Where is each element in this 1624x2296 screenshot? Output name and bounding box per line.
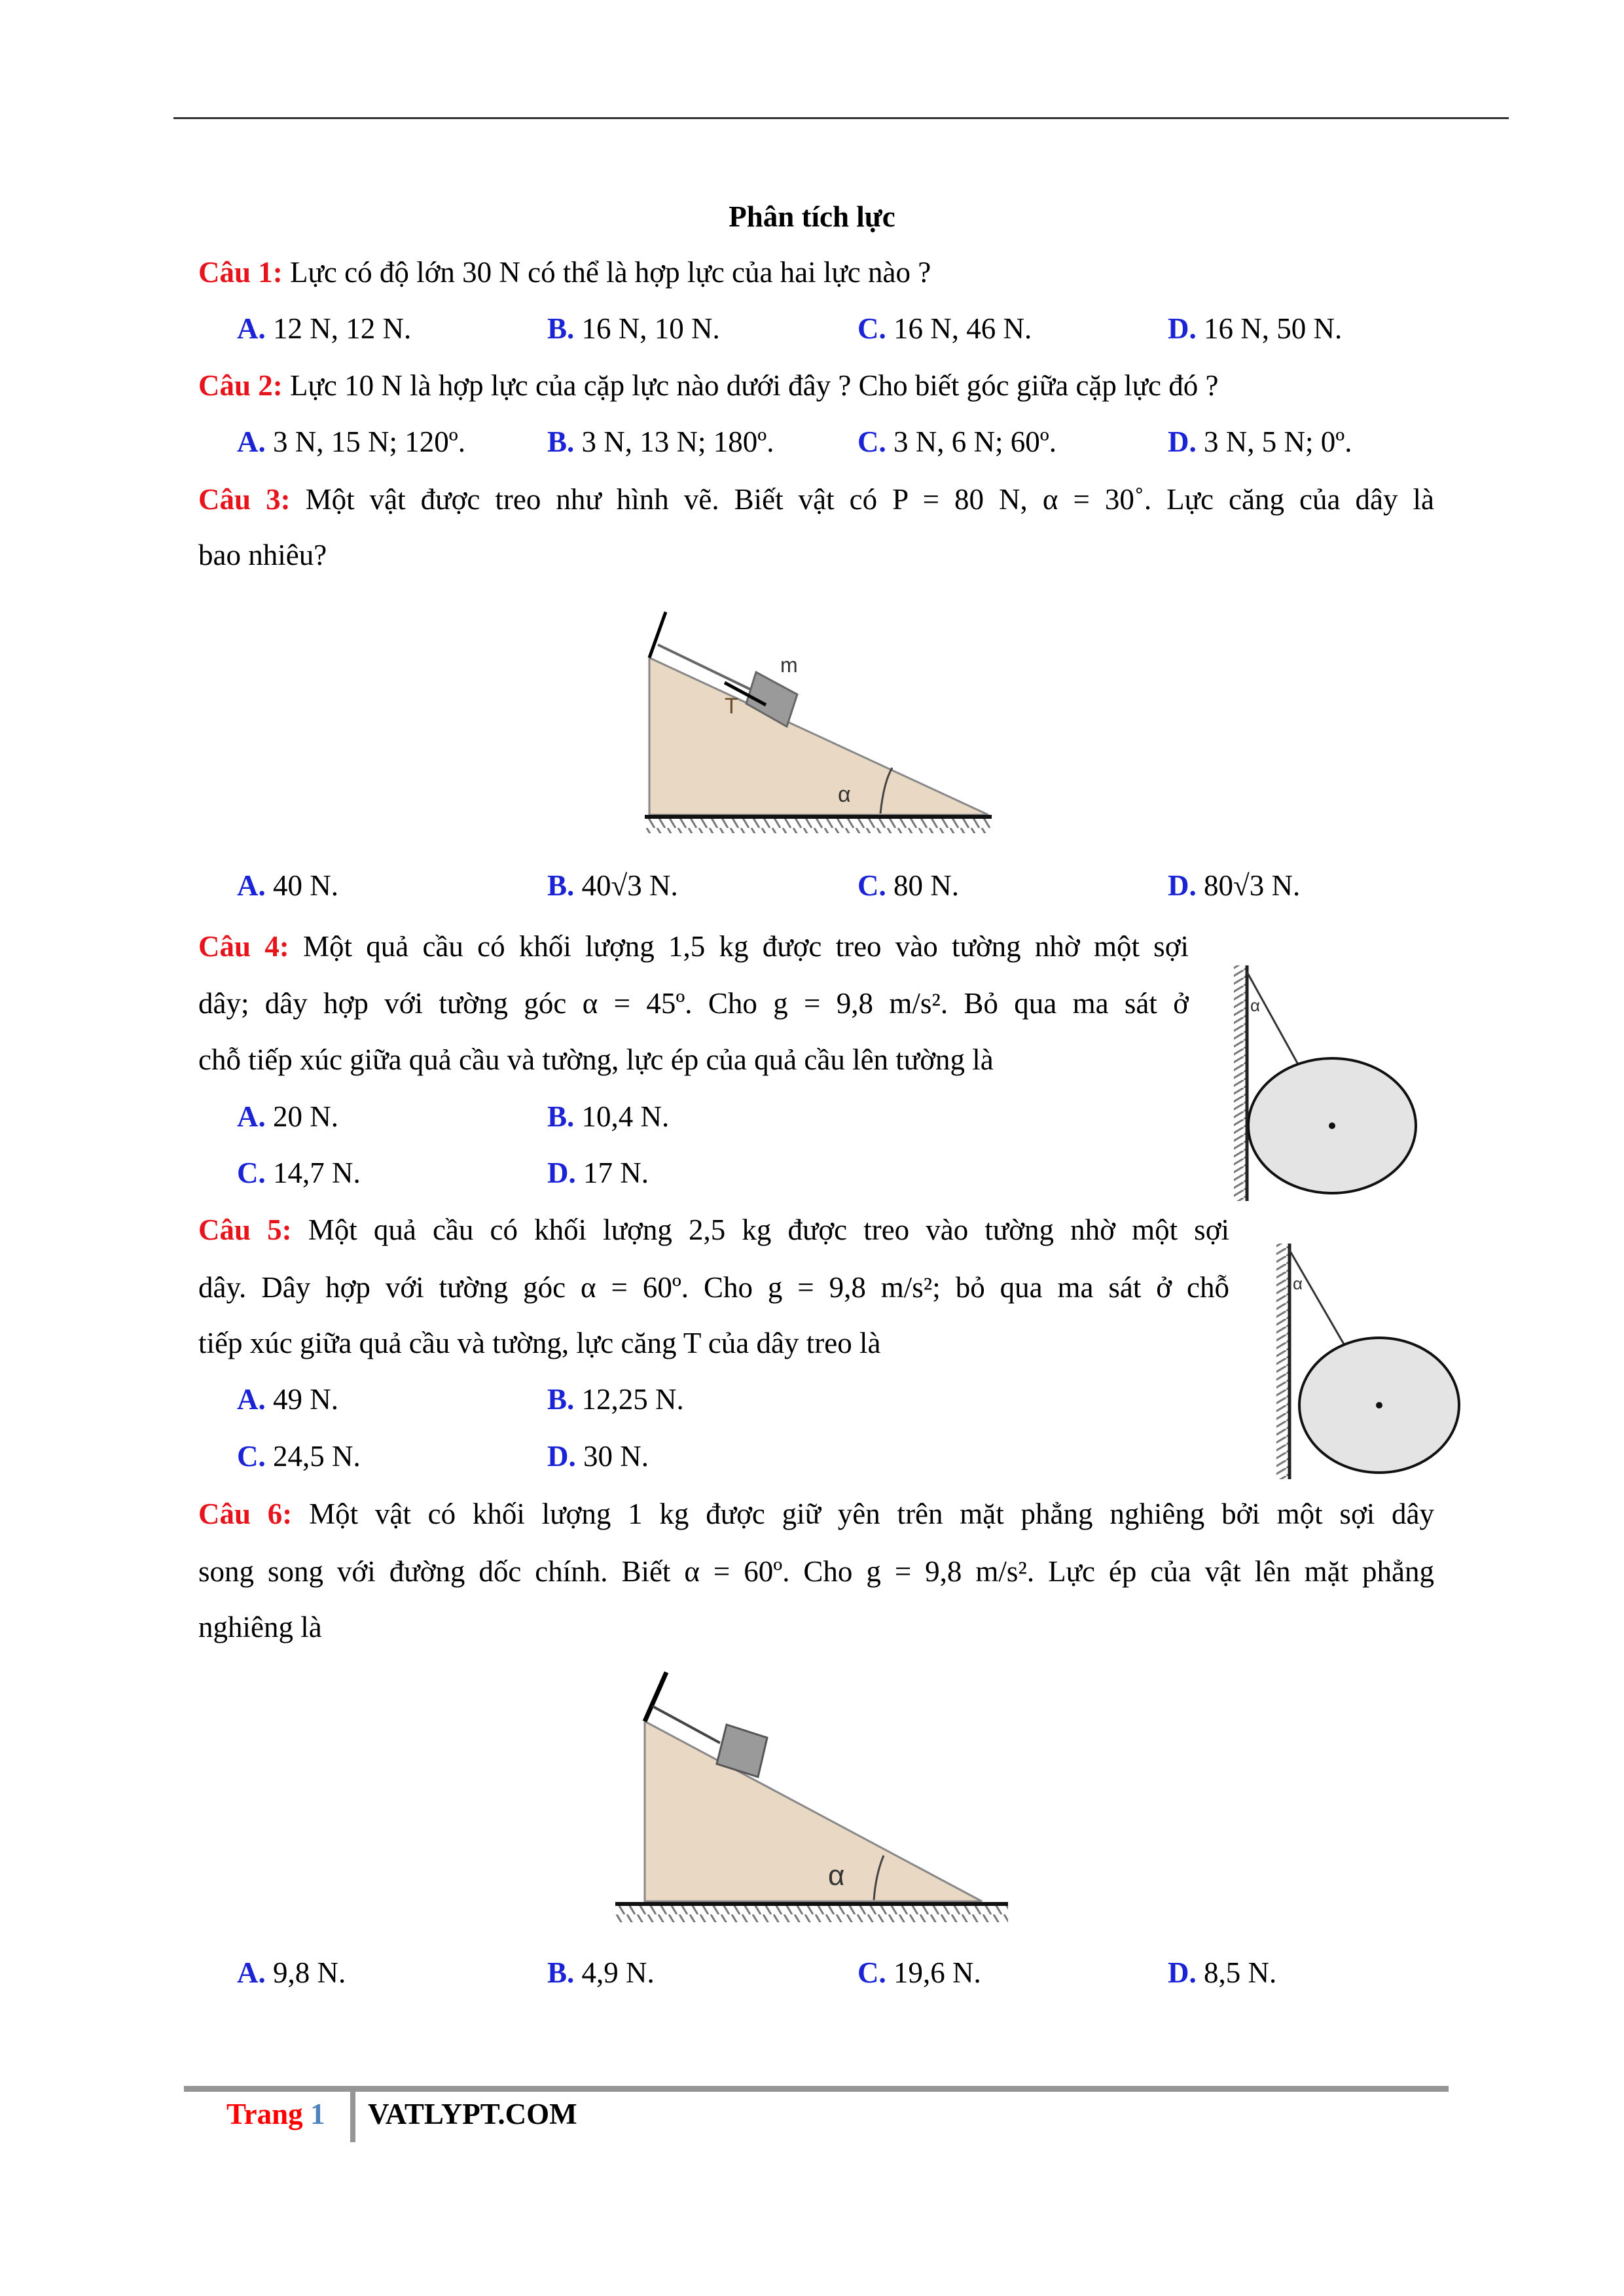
question-text: Một quả cầu có khối lượng 2,5 kg được treo vào tường nhờ một sợi [291,1213,1229,1246]
question-label: Câu 6: [198,1498,293,1530]
incline-figure-q3 [635,592,1001,841]
header-rule [173,117,1509,119]
option-c: C. 19,6 N. [857,1956,981,1989]
option-c: C. 80 N. [857,869,959,902]
question-6-cont: song song với đường dốc chính. Biết α = 60º. Cho g = 9,8 m/s². Lực ép của vật lên mặt phẳng [198,1555,1434,1588]
option-a: A. 9,8 N. [237,1956,346,1989]
question-label: Câu 5: [198,1213,292,1246]
wall-hatch [1276,1244,1288,1479]
wall-hatch [1234,965,1246,1201]
question-5-cont: tiếp xúc giữa quả cầu và tường, lực căng T của dây treo là [198,1327,881,1359]
option-b: B. 10,4 N. [547,1100,670,1133]
option-b: B. 4,9 N. [547,1956,655,1989]
question-text: Một quả cầu có khối lượng 1,5 kg được treo vào tường nhờ một sợi [289,930,1189,963]
option-a: A. 20 N. [237,1100,338,1133]
wall-post [645,1672,666,1721]
question-5 [198,1210,1229,1249]
option-a: A. 12 N, 12 N. [237,312,412,345]
option-c: C. 14,7 N. [237,1157,361,1189]
option-c: C. 24,5 N. [237,1440,361,1473]
incline [649,658,988,815]
option-b: B. 40√3 N. [547,869,678,902]
option-d: D. 80√3 N. [1168,869,1301,902]
option-d: D. 30 N. [547,1440,649,1473]
question-label: Câu 1: [198,256,283,289]
footer-rule [184,2086,1449,2092]
question-text: Lực có độ lớn 30 N có thể là hợp lực của hai lực nào ? [282,256,931,289]
question-3 [198,480,1434,519]
question-3-cont: bao nhiêu? [198,539,327,571]
option-b: B. 16 N, 10 N. [547,312,720,345]
option-c: C. 3 N, 6 N; 60º. [857,425,1056,458]
question-text: Một vật có khối lượng 1 kg được giữ yên trên mặt phẳng nghiêng bởi một sợi dây [292,1498,1434,1530]
site-name: VATLYPT.COM [368,2098,577,2130]
sphere-figure-q5 [1273,1240,1463,1482]
incline [645,1721,982,1901]
incline-figure-q6 [615,1666,1011,1931]
footer-divider [350,2086,355,2142]
svg-text:α: α [1293,1274,1303,1293]
page-title: Phân tích lực [729,200,895,233]
question-text: Một vật được treo như hình vẽ. Biết vật có P = 80 N, α = 30˚. Lực căng của dây là [290,483,1434,516]
question-6-cont: nghiêng là [198,1611,322,1643]
option-b: B. 3 N, 13 N; 180º. [547,425,774,458]
question-text: Lực 10 N là hợp lực của cặp lực nào dưới đây ? Cho biết góc giữa cặp lực đó ? [282,369,1219,402]
question-4-cont: dây; dây hợp với tường góc α = 45º. Cho g = 9,8 m/s². Bỏ qua ma sát ở [198,987,1189,1020]
svg-text:α: α [828,1859,845,1892]
question-label: Câu 4: [198,930,289,963]
question-6 [198,1494,1434,1534]
ground-hatch [645,819,992,833]
page-number: Trang 1 [226,2098,325,2130]
question-4 [198,927,1189,966]
svg-text:T: T [725,694,738,719]
svg-text:m: m [780,653,798,677]
option-c: C. 16 N, 46 N. [857,312,1032,345]
option-a: A. 40 N. [237,869,338,902]
question-5-cont: dây. Dây hợp với tường góc α = 60º. Cho g = 9,8 m/s²; bỏ qua ma sát ở chỗ [198,1271,1229,1304]
option-d: D. 16 N, 50 N. [1168,312,1343,345]
question-label: Câu 2: [198,369,283,402]
svg-text:α: α [1250,996,1261,1015]
question-4-cont: chỗ tiếp xúc giữa quả cầu và tường, lực ép của quả cầu lên tường là [198,1043,994,1076]
option-b: B. 12,25 N. [547,1383,684,1416]
ground-hatch [615,1906,1008,1922]
wall-post [649,612,666,658]
option-d: D. 3 N, 5 N; 0º. [1168,425,1352,458]
question-2 [198,366,1218,405]
question-label: Câu 3: [198,483,291,516]
option-a: A. 49 N. [237,1383,338,1416]
option-a: A. 3 N, 15 N; 120º. [237,425,465,458]
option-d: D. 17 N. [547,1157,649,1189]
sphere-figure-q4 [1231,962,1420,1204]
svg-text:α: α [838,782,851,807]
question-1 [198,253,931,292]
option-d: D. 8,5 N. [1168,1956,1277,1989]
